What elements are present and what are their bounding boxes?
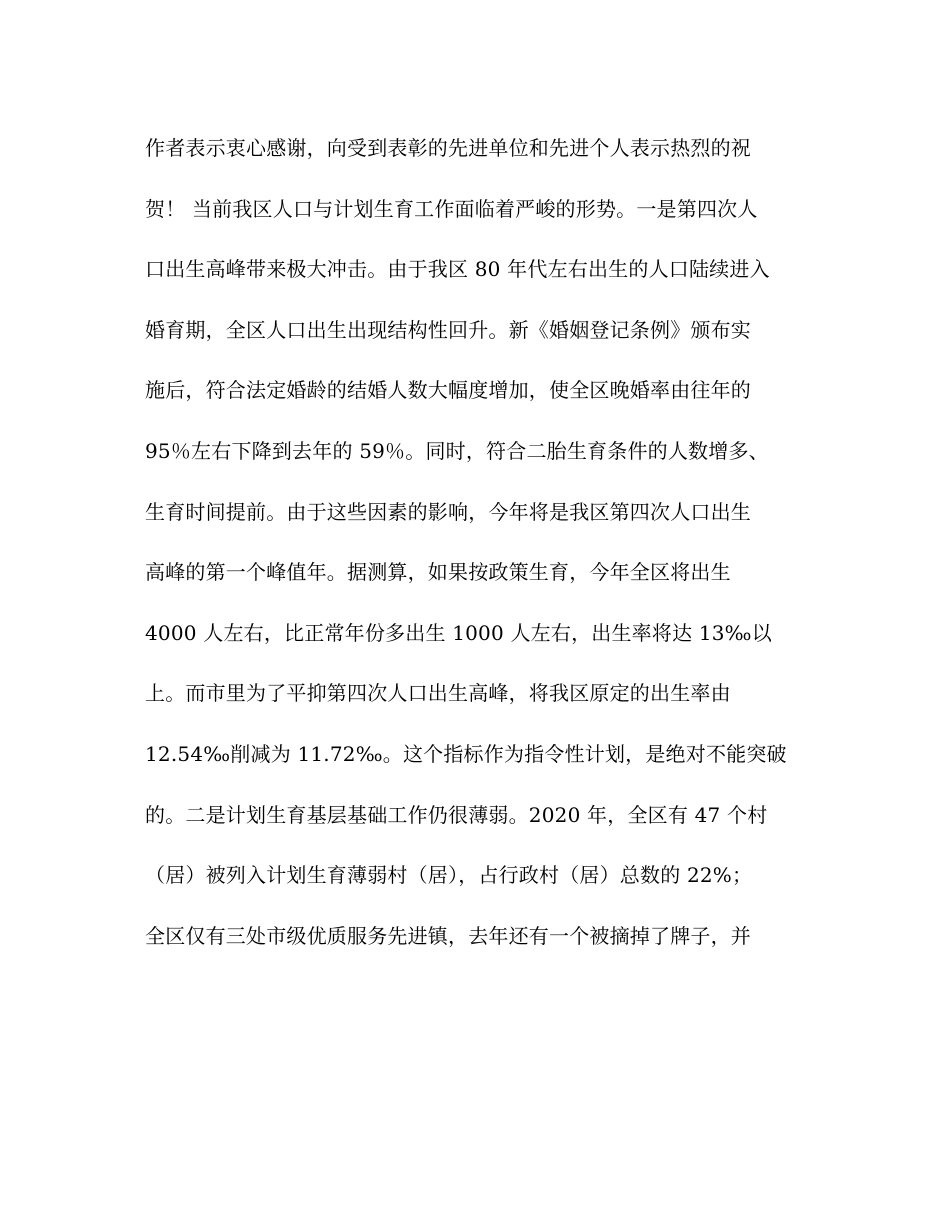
text-line-4: 婚育期，全区人口出生出现结构性回升。新《婚姻登记条例》颁布实 bbox=[145, 317, 751, 342]
body-paragraph bbox=[145, 118, 810, 966]
text-line-3: 口出生高峰带来极大冲击。由于我区 80 年代左右出生的人口陆续进入 bbox=[145, 257, 770, 282]
text-line-2: 贺！ 当前我区人口与计划生育工作面临着严峻的形势。一是第四次人 bbox=[145, 196, 758, 221]
text-line-8: 高峰的第一个峰值年。据测算，如果按政策生育，今年全区将出生 bbox=[145, 560, 731, 585]
text-line-14: 全区仅有三处市级优质服务先进镇，去年还有一个被摘掉了牌子，并 bbox=[145, 923, 751, 948]
text-line-7: 生育时间提前。由于这些因素的影响，今年将是我区第四次人口出生 bbox=[145, 499, 751, 524]
text-line-11: 12.54‰削减为 11.72‰。这个指标作为指令性计划，是绝对不能突破 bbox=[145, 741, 787, 766]
text-line-9: 4000 人左右，比正常年份多出生 1000 人左右，出生率将达 13‰以 bbox=[145, 620, 772, 645]
text-line-13: （居）被列入计划生育薄弱村（居），占行政村（居）总数的 22%； bbox=[145, 863, 753, 888]
text-line-10: 上。而市里为了平抑第四次人口出生高峰，将我区原定的出生率由 bbox=[145, 681, 731, 706]
text-line-12: 的。二是计划生育基层基础工作仍很薄弱。2020 年，全区有 47 个村 bbox=[145, 802, 768, 827]
text-line-1: 作者表示衷心感谢，向受到表彰的先进单位和先进个人表示热烈的祝 bbox=[145, 136, 751, 160]
text-line-5: 施后，符合法定婚龄的结婚人数大幅度增加，使全区晚婚率由往年的 bbox=[145, 378, 751, 403]
text-line-6: 95％左右下降到去年的 59％。同时，符合二胎生育条件的人数增多、 bbox=[145, 438, 769, 463]
